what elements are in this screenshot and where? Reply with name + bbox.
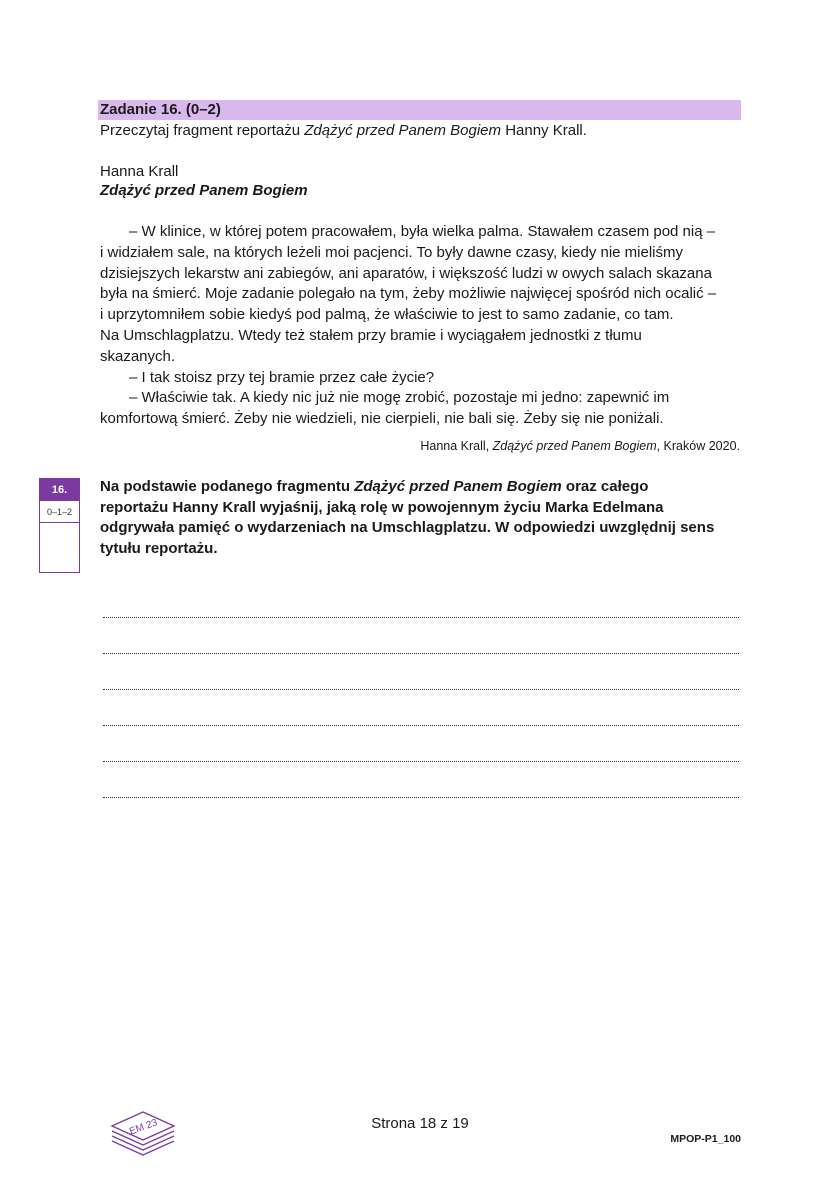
answer-line[interactable] (103, 582, 739, 618)
intro-suffix: Hanny Krall. (501, 122, 587, 139)
excerpt-line: i widziałem sale, na których leżeli moi pacjenci. To były dawne czasy, kiedy nie mieliśmy (100, 243, 684, 261)
task-header: Zadanie 16. (0–2) (98, 100, 741, 120)
excerpt-line: Na Umschlagplatzu. Wtedy też stałem przy bramie i wyciągałem jednostki z tłumu (100, 326, 642, 344)
excerpt-author: Hanna Krall (100, 163, 179, 180)
excerpt-line: – Właściwie tak. A kiedy nic już nie mogę zrobić, pozostaje mi jedno: zapewnić im (129, 389, 670, 407)
excerpt-line: – W klinice, w której potem pracowałem, była wielka palma. Stawałem czasem pod nią – (129, 223, 716, 240)
question-text (100, 477, 745, 559)
question-prefix: Na podstawie podanego fragmentu (100, 478, 355, 495)
intro-prefix: Przeczytaj fragment reportażu (100, 122, 305, 139)
score-box (39, 478, 80, 573)
score-task-number: 16. (40, 479, 79, 501)
question-line (100, 477, 745, 498)
score-range: 0–1–2 (40, 501, 79, 523)
page-number: Strona 18 z 19 (371, 1115, 469, 1132)
score-entry-cell[interactable] (40, 523, 79, 572)
intro-title: Zdążyć przed Panem Bogiem (304, 122, 502, 139)
answer-area[interactable] (103, 582, 739, 798)
svg-text:EM 23: EM 23 (128, 1117, 159, 1138)
excerpt-line: była na śmierć. Moje zadanie polegało na tym, żeby możliwie najwięcej spośród nich ocalić – (100, 285, 717, 303)
question-title: Zdążyć przed Panem Bogiem (354, 478, 562, 495)
excerpt-line: skazanych. (100, 347, 176, 365)
answer-line[interactable] (103, 618, 739, 654)
question-line: tytułu reportażu. (100, 539, 218, 557)
excerpt-line: komfortową śmierć. Żeby nie wiedzieli, nie cierpieli, nie bali się. Żeby się nie poniżali. (100, 410, 664, 428)
answer-line[interactable] (103, 726, 739, 762)
question-line: odgrywała pamięć o wydarzeniach na Umschlagplatzu. W odpowiedzi uwzględnij sens (100, 519, 715, 536)
excerpt-title: Zdążyć przed Panem Bogiem (100, 182, 308, 199)
excerpt-text (100, 222, 745, 430)
question-suffix: oraz całego (561, 478, 649, 495)
question-line: reportażu Hanny Krall wyjaśnij, jaką rolę w powojennym życiu Marka Edelmana (100, 498, 664, 516)
answer-line[interactable] (103, 654, 739, 690)
excerpt-line: – I tak stoisz przy tej bramie przez całe życie? (129, 368, 435, 386)
excerpt-line: dzisiejszych lekarstw ani zabiegów, ani aparatów, i większość ludzi w owych salach skazana (100, 264, 712, 282)
source-author: Hanna Krall, (420, 439, 493, 453)
source-place: , Kraków 2020. (656, 439, 740, 453)
answer-line[interactable] (103, 762, 739, 798)
excerpt-line: i uprzytomniłem sobie kiedyś pod palmą, że właściwie to jest to samo zadanie, co tam. (100, 306, 674, 324)
answer-line[interactable] (103, 690, 739, 726)
exam-code: MPOP-P1_100 (670, 1133, 741, 1145)
excerpt-source (420, 438, 740, 454)
task-intro (100, 121, 587, 141)
source-title: Zdążyć przed Panem Bogiem (492, 439, 657, 453)
